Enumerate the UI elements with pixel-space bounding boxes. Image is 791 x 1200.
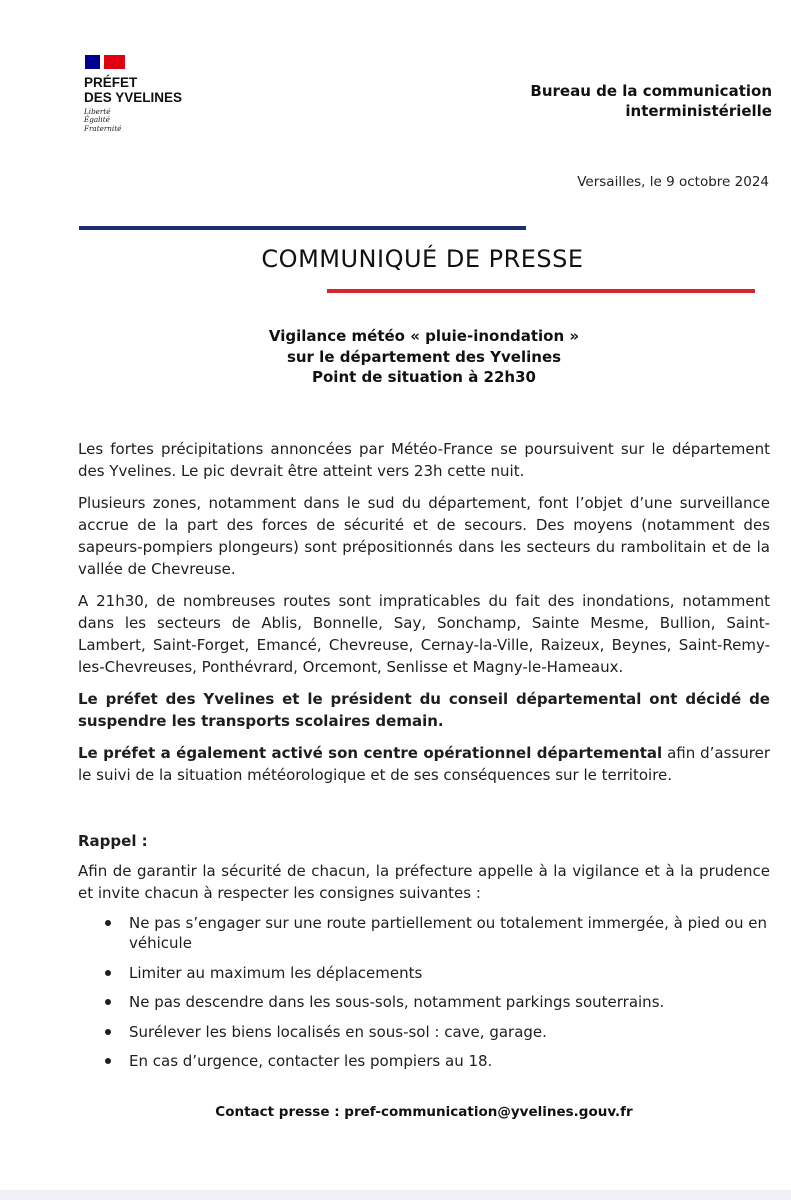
list-item-text: Limiter au maximum les déplacements	[129, 963, 423, 982]
list-item	[78, 913, 770, 953]
list-item-text: En cas d’urgence, contacter les pompiers au 18.	[129, 1052, 493, 1070]
subtitle-line2: sur le département des Yvelines	[286, 347, 562, 366]
subtitle-line3: Point de situation à 22h30	[312, 368, 536, 386]
bullet-icon	[105, 920, 111, 926]
motto-liberte: Liberté	[84, 107, 111, 116]
republic-motto	[84, 108, 182, 133]
list-item-text: Ne pas s’engager sur une route partiellement ou totalement immergée, à pied ou en véhicule	[129, 914, 767, 952]
paragraph-5-bold: Le préfet a également activé son centre opérationnel départemental	[78, 744, 663, 762]
list-item	[78, 992, 770, 1012]
paragraph-5	[78, 742, 770, 786]
bureau-line1: Bureau de la communication	[530, 82, 772, 100]
paragraph-2	[78, 492, 770, 580]
list-item	[78, 1051, 770, 1071]
red-divider	[327, 289, 755, 293]
paragraph-5-rest: afin d’assurer le suivi de la situation météorologique et de ses conséquences sur le territoire.	[78, 744, 770, 784]
logo-title	[84, 75, 182, 105]
paragraph-2-text: Plusieurs zones, notamment dans le sud du département, font l’objet d’une surveillance accrue de la part des forces de sécurité et de secours. Des moyens (notamment des sapeurs-pompiers plongeurs) sont prépositionnés dans les secteurs du rambolitain et de la vallée de Chevreuse.	[78, 494, 770, 578]
rappel-intro-text: Afin de garantir la sécurité de chacun, la préfecture appelle à la vigilance et à la prudence et invite chacun à respecter les consignes suivantes :	[78, 862, 770, 902]
bullet-icon	[105, 1029, 111, 1035]
paragraph-3	[78, 590, 770, 678]
safety-instructions-list	[78, 913, 770, 1081]
rappel-intro	[78, 860, 770, 904]
blue-divider	[79, 226, 526, 230]
french-flag-icon	[85, 55, 125, 69]
paragraph-1	[78, 438, 770, 482]
bureau-heading	[530, 81, 772, 121]
prefet-logo	[84, 55, 182, 133]
bullet-icon	[105, 999, 111, 1005]
logo-title-line1: PRÉFET	[84, 75, 138, 90]
bottom-edge	[0, 1190, 791, 1200]
rappel-heading: Rappel :	[78, 832, 148, 850]
motto-egalite: Égalité	[84, 115, 110, 125]
paragraph-4	[78, 688, 770, 732]
paragraph-1-text: Les fortes précipitations annoncées par Météo-France se poursuivent sur le département des Yvelines. Le pic devrait être atteint vers 23h cette nuit.	[78, 440, 770, 480]
list-item	[78, 1022, 770, 1042]
release-subtitle	[0, 326, 791, 388]
bullet-icon	[105, 970, 111, 976]
list-item-text: Ne pas descendre dans les sous-sols, notamment parkings souterrains.	[129, 993, 665, 1011]
bullet-icon	[105, 1058, 111, 1064]
date-line: Versailles, le 9 octobre 2024	[577, 174, 769, 190]
paragraph-5-text	[78, 742, 770, 786]
page-title: COMMUNIQUÉ DE PRESSE	[261, 245, 584, 273]
list-item-text: Surélever les biens localisés en sous-sol : cave, garage.	[129, 1022, 547, 1041]
bureau-line2: interministérielle	[625, 102, 772, 120]
paragraph-4-text: Le préfet des Yvelines et le président du conseil départemental ont décidé de suspendre les transports scolaires demain.	[78, 690, 770, 730]
logo-title-line2: DES YVELINES	[84, 90, 183, 105]
list-item	[78, 963, 770, 983]
paragraph-3-text: A 21h30, de nombreuses routes sont impraticables du fait des inondations, notamment dans les secteurs de Ablis, Bonnelle, Say, Sonchamp, Sainte Mesme, Bullion, Saint-Lambert, Saint-Forget, Emancé, Chevreuse, Cernay-la-Ville, Raizeux, Beynes, Saint-Remy-les-Chevreuses, Ponthévrard, Orcemont, Senlisse et Magny-le-Hameaux.	[78, 592, 770, 676]
motto-fraternite: Fraternité	[84, 123, 122, 133]
subtitle-line1: Vigilance météo « pluie-inondation »	[268, 327, 580, 345]
press-contact: Contact presse : pref-communication@yvelines.gouv.fr	[215, 1104, 633, 1120]
